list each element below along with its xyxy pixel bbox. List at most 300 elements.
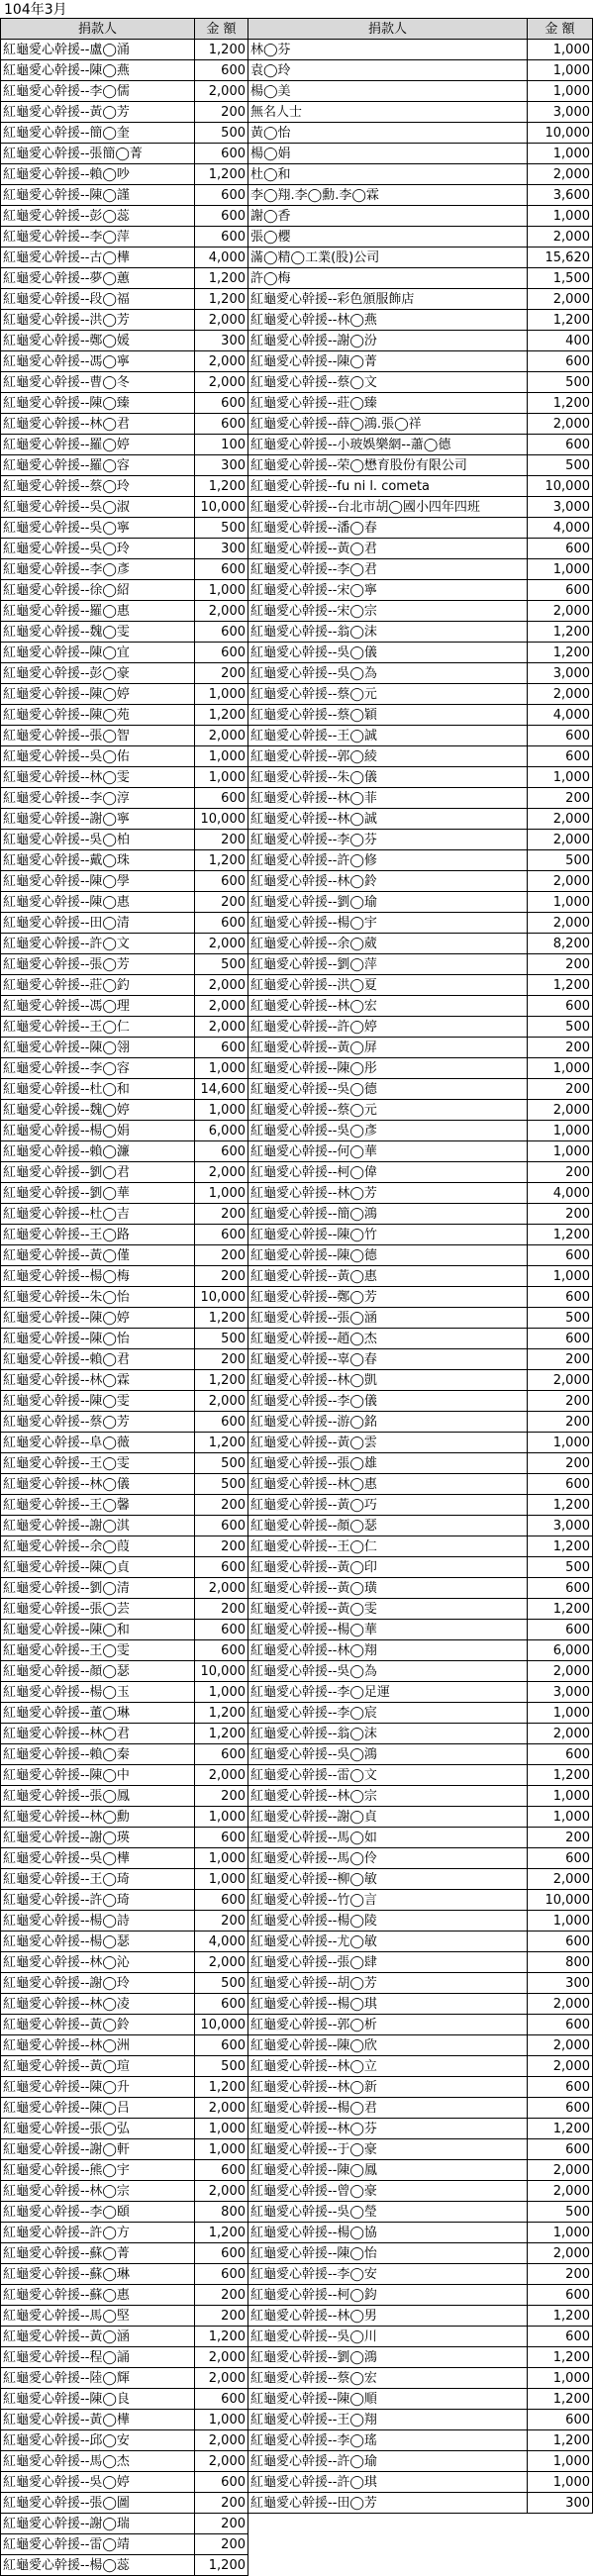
amount-cell: 200 xyxy=(195,1204,248,1225)
table-row xyxy=(1,1349,248,1370)
amount-cell: 600 xyxy=(195,227,248,248)
amount-cell: 600 xyxy=(528,1287,593,1308)
amount-cell: 600 xyxy=(528,1744,593,1765)
donor-name-cell: 紅龜愛心幹援--魏◯雯 xyxy=(1,622,195,643)
donor-name-cell: 紅龜愛心幹援--陳◯和 xyxy=(1,1620,195,1640)
amount-cell: 600 xyxy=(195,1640,248,1661)
donor-name-cell: 紅龜愛心幹援--王◯誠 xyxy=(248,726,528,746)
donor-name-cell: 紅龜愛心幹援--黃◯惠 xyxy=(248,1266,528,1287)
amount-cell: 1,200 xyxy=(195,1703,248,1724)
table-row xyxy=(1,1266,248,1287)
amount-cell: 800 xyxy=(195,2202,248,2223)
table-row xyxy=(1,2285,248,2306)
donor-name-cell: 李◯翔.李◯勳.李◯霖 xyxy=(248,185,528,206)
donor-name-cell: 紅龜愛心幹援--羅◯惠 xyxy=(1,601,195,622)
amount-cell: 600 xyxy=(195,1225,248,1245)
donor-name-cell: 紅龜愛心幹援--李◯君 xyxy=(248,559,528,580)
donor-name-cell: 紅龜愛心幹援--陳◯翎 xyxy=(1,1038,195,1058)
donor-name-cell: 紅龜愛心幹援--王◯仁 xyxy=(248,1536,528,1557)
amount-column-header: 金 額 xyxy=(528,19,593,40)
donor-name-cell: 紅龜愛心幹援--竹◯言 xyxy=(248,1890,528,1911)
donor-name-cell: 紅龜愛心幹援--小玻娛樂網--蕭◯德 xyxy=(248,435,528,455)
amount-cell: 1,200 xyxy=(195,850,248,871)
amount-cell: 1,000 xyxy=(195,1869,248,1890)
donor-name-cell: 紅龜愛心幹援--李◯宸 xyxy=(248,1703,528,1724)
donor-name-cell: 紅龜愛心幹援--吳◯樺 xyxy=(1,1848,195,1869)
amount-cell: 1,200 xyxy=(528,2430,593,2451)
donor-name-cell: 紅龜愛心幹援--何◯華 xyxy=(248,1141,528,1162)
donor-column-header: 捐款人 xyxy=(248,19,528,40)
table-row xyxy=(248,1141,593,1162)
table-row xyxy=(1,1911,248,1932)
amount-cell: 1,000 xyxy=(528,1121,593,1141)
amount-cell: 4,000 xyxy=(528,1183,593,1204)
table-row xyxy=(1,1869,248,1890)
table-row xyxy=(1,788,248,809)
donor-name-cell: 紅龜愛心幹援--王◯雯 xyxy=(1,1453,195,1474)
amount-cell: 600 xyxy=(195,1141,248,1162)
table-row xyxy=(248,2347,593,2368)
table-row xyxy=(1,2534,248,2555)
donor-name-cell: 紅龜愛心幹援--簡◯鴻 xyxy=(248,1204,528,1225)
donor-name-cell: 紅龜愛心幹援--楊◯協 xyxy=(248,2223,528,2243)
donor-name-cell: 紅龜愛心幹援--曾◯豪 xyxy=(248,2181,528,2202)
table-row xyxy=(1,1744,248,1765)
table-row xyxy=(1,1245,248,1266)
donor-name-cell: 紅龜愛心幹援--魏◯婷 xyxy=(1,1100,195,1121)
amount-cell: 2,000 xyxy=(528,2181,593,2202)
donor-name-cell: 紅龜愛心幹援--夢◯蕙 xyxy=(1,268,195,289)
table-row xyxy=(248,1370,593,1391)
amount-cell: 10,000 xyxy=(195,497,248,518)
amount-cell: 600 xyxy=(195,2035,248,2056)
donor-name-cell: 紅龜愛心幹援--黃◯涵 xyxy=(1,2327,195,2347)
table-row xyxy=(248,1017,593,1038)
amount-cell: 200 xyxy=(195,102,248,123)
table-row xyxy=(1,809,248,830)
donor-name-cell: 紅龜愛心幹援--李◯芬 xyxy=(248,830,528,850)
table-row xyxy=(248,2243,593,2264)
table-row xyxy=(1,975,248,996)
table-row xyxy=(1,539,248,559)
donor-name-cell: 紅龜愛心幹援--張簡◯菁 xyxy=(1,144,195,164)
table-row xyxy=(248,2264,593,2285)
donor-name-cell: 紅龜愛心幹援--董◯琳 xyxy=(1,1703,195,1724)
amount-cell: 600 xyxy=(195,871,248,892)
amount-cell: 600 xyxy=(195,2264,248,2285)
donor-name-cell: 紅龜愛心幹援--李◯萍 xyxy=(1,227,195,248)
donor-name-cell: 紅龜愛心幹援--王◯仁 xyxy=(1,1017,195,1038)
donor-name-cell: 紅龜愛心幹援--陳◯德 xyxy=(248,1245,528,1266)
amount-cell: 1,200 xyxy=(528,2306,593,2327)
donor-name-cell: 紅龜愛心幹援--于◯豪 xyxy=(248,2139,528,2160)
amount-cell: 600 xyxy=(528,1245,593,1266)
table-row xyxy=(1,1557,248,1578)
table-row xyxy=(248,1204,593,1225)
amount-cell: 6,000 xyxy=(528,1640,593,1661)
donor-name-cell: 紅龜愛心幹援--張◯肆 xyxy=(248,1952,528,1973)
amount-cell: 2,000 xyxy=(195,2181,248,2202)
amount-cell: 1,000 xyxy=(195,2119,248,2139)
amount-cell: 1,000 xyxy=(195,580,248,601)
table-row xyxy=(1,580,248,601)
table-row xyxy=(1,206,248,227)
donor-name-cell: 紅龜愛心幹援--許◯文 xyxy=(1,934,195,954)
amount-cell: 1,000 xyxy=(195,2139,248,2160)
donor-name-cell: 紅龜愛心幹援--謝◯軒 xyxy=(1,2139,195,2160)
table-row xyxy=(1,1474,248,1495)
table-row xyxy=(1,1703,248,1724)
table-row xyxy=(248,1058,593,1079)
amount-cell: 4,000 xyxy=(195,1932,248,1952)
table-row xyxy=(1,2202,248,2223)
table-row xyxy=(248,746,593,767)
amount-cell: 2,000 xyxy=(195,1162,248,1183)
donor-name-cell: 紅龜愛心幹援--蔡◯文 xyxy=(248,372,528,393)
table-row xyxy=(248,1994,593,2015)
table-row xyxy=(1,1807,248,1828)
table-row xyxy=(248,1807,593,1828)
amount-cell: 3,000 xyxy=(528,102,593,123)
donor-name-cell: 紅龜愛心幹援--吳◯婷 xyxy=(1,2472,195,2493)
donor-name-cell: 紅龜愛心幹援--許◯修 xyxy=(248,850,528,871)
table-row xyxy=(248,1869,593,1890)
donor-name-cell: 紅龜愛心幹援--宋◯寧 xyxy=(248,580,528,601)
table-row xyxy=(248,372,593,393)
donor-name-cell: 紅龜愛心幹援--林◯儀 xyxy=(1,1474,195,1495)
donor-name-cell: 紅龜愛心幹援--柳◯敏 xyxy=(248,1869,528,1890)
donor-name-cell: 紅龜愛心幹援--陳◯婷 xyxy=(1,1308,195,1329)
amount-cell: 200 xyxy=(528,2264,593,2285)
table-header-row xyxy=(1,19,248,40)
amount-cell: 200 xyxy=(195,2493,248,2514)
amount-cell: 600 xyxy=(528,1474,593,1495)
table-row xyxy=(248,643,593,663)
donor-name-cell: 紅龜愛心幹援--雷◯靖 xyxy=(1,2534,195,2555)
table-row xyxy=(1,2493,248,2514)
donor-name-cell: 紅龜愛心幹援--荣◯懋育股份有限公司 xyxy=(248,455,528,476)
table-row xyxy=(248,1349,593,1370)
donor-name-cell: 紅龜愛心幹援--陳◯惠 xyxy=(1,892,195,913)
right-donation-table xyxy=(248,18,593,2514)
donor-name-cell: 紅龜愛心幹援--戴◯珠 xyxy=(1,850,195,871)
amount-cell: 500 xyxy=(195,1973,248,1994)
amount-cell: 3,600 xyxy=(528,185,593,206)
amount-cell: 1,200 xyxy=(195,1724,248,1744)
table-row xyxy=(248,40,593,60)
table-row xyxy=(1,850,248,871)
amount-cell: 1,000 xyxy=(195,767,248,788)
donor-name-cell: 紅龜愛心幹援--賴◯秦 xyxy=(1,1744,195,1765)
amount-cell: 2,000 xyxy=(528,414,593,435)
table-row xyxy=(1,2472,248,2493)
donor-name-cell: 紅龜愛心幹援--王◯路 xyxy=(1,1225,195,1245)
table-row xyxy=(248,185,593,206)
amount-cell: 200 xyxy=(528,1412,593,1433)
amount-cell: 500 xyxy=(528,455,593,476)
table-row xyxy=(1,1932,248,1952)
table-row xyxy=(1,2264,248,2285)
table-row xyxy=(248,1391,593,1412)
amount-cell: 2,000 xyxy=(528,2035,593,2056)
table-row xyxy=(1,123,248,144)
amount-cell: 600 xyxy=(195,2160,248,2181)
donor-name-cell: 紅龜愛心幹援--陳◯燕 xyxy=(1,60,195,81)
table-row xyxy=(248,871,593,892)
donor-name-cell: 紅龜愛心幹援--張◯雄 xyxy=(248,1453,528,1474)
amount-cell: 1,200 xyxy=(195,476,248,497)
donor-name-cell: 紅龜愛心幹援--謝◯淇 xyxy=(1,1516,195,1536)
table-row xyxy=(1,455,248,476)
table-row xyxy=(248,1038,593,1058)
amount-cell: 1,200 xyxy=(195,2555,248,2576)
table-row xyxy=(1,2243,248,2264)
amount-cell: 600 xyxy=(195,1994,248,2015)
table-row xyxy=(1,268,248,289)
amount-cell: 1,000 xyxy=(195,1058,248,1079)
amount-cell: 1,200 xyxy=(195,2077,248,2098)
donor-name-cell: 紅龜愛心幹援--林◯霖 xyxy=(1,1370,195,1391)
amount-cell: 200 xyxy=(195,1349,248,1370)
table-row xyxy=(248,289,593,310)
amount-cell: 600 xyxy=(195,1744,248,1765)
table-row xyxy=(248,164,593,185)
amount-cell: 600 xyxy=(195,1038,248,1058)
donor-name-cell: 紅龜愛心幹援--黃◯雯 xyxy=(248,1599,528,1620)
table-row xyxy=(248,2472,593,2493)
table-row xyxy=(248,996,593,1017)
amount-cell: 600 xyxy=(528,996,593,1017)
amount-cell: 1,200 xyxy=(528,1536,593,1557)
amount-cell: 300 xyxy=(195,331,248,351)
amount-cell: 200 xyxy=(528,1828,593,1848)
donor-name-cell: 紅龜愛心幹援--程◯誦 xyxy=(1,2347,195,2368)
table-row xyxy=(248,892,593,913)
donor-name-cell: 紅龜愛心幹援--劉◯華 xyxy=(1,1183,195,1204)
amount-cell: 2,000 xyxy=(528,809,593,830)
donor-name-cell: 紅龜愛心幹援--莊◯釣 xyxy=(1,975,195,996)
table-row xyxy=(248,1516,593,1536)
donor-name-cell: 紅龜愛心幹援--楊◯琪 xyxy=(248,1994,528,2015)
amount-cell: 100 xyxy=(195,435,248,455)
table-row xyxy=(248,2202,593,2223)
amount-cell: 200 xyxy=(528,1038,593,1058)
donor-name-cell: 紅龜愛心幹援--黃◯雲 xyxy=(248,1433,528,1453)
donor-name-cell: 紅龜愛心幹援--林◯菲 xyxy=(248,788,528,809)
donor-name-cell: 紅龜愛心幹援--阜◯薇 xyxy=(1,1433,195,1453)
amount-cell: 200 xyxy=(528,1391,593,1412)
table-row xyxy=(1,1890,248,1911)
donor-name-cell: 紅龜愛心幹援--辜◯春 xyxy=(248,1349,528,1370)
table-row xyxy=(1,2555,248,2576)
donor-name-cell: 紅龜愛心幹援--林◯立 xyxy=(248,2056,528,2077)
donor-name-cell: 紅龜愛心幹援--王◯馨 xyxy=(1,1495,195,1516)
table-row xyxy=(248,268,593,289)
donor-name-cell: 紅龜愛心幹援--蘇◯菁 xyxy=(1,2243,195,2264)
donor-name-cell: 紅龜愛心幹援--賴◯吵 xyxy=(1,164,195,185)
donor-name-cell: 紅龜愛心幹援--翁◯沫 xyxy=(248,1724,528,1744)
table-row xyxy=(248,1765,593,1786)
table-row xyxy=(248,1287,593,1308)
table-row xyxy=(1,435,248,455)
amount-cell: 1,200 xyxy=(528,2389,593,2410)
amount-cell: 2,000 xyxy=(195,1578,248,1599)
amount-cell: 600 xyxy=(528,746,593,767)
donor-name-cell: 紅龜愛心幹援--黃◯芳 xyxy=(1,102,195,123)
amount-cell: 600 xyxy=(195,1412,248,1433)
table-row xyxy=(248,1703,593,1724)
amount-cell: 2,000 xyxy=(528,913,593,934)
donor-name-cell: 紅龜愛心幹援--楊◯梅 xyxy=(1,1266,195,1287)
amount-cell: 600 xyxy=(528,435,593,455)
table-row xyxy=(248,1536,593,1557)
amount-cell: 1,200 xyxy=(528,975,593,996)
amount-cell: 600 xyxy=(195,60,248,81)
amount-cell: 10,000 xyxy=(528,123,593,144)
donor-name-cell: 紅龜愛心幹援--羅◯婷 xyxy=(1,435,195,455)
amount-cell: 14,600 xyxy=(195,1079,248,1100)
table-row xyxy=(248,2368,593,2389)
donor-name-cell: 紅龜愛心幹援--劉◯君 xyxy=(1,1162,195,1183)
donor-name-cell: 紅龜愛心幹援--黃◯君 xyxy=(248,539,528,559)
table-row xyxy=(248,1661,593,1682)
amount-cell: 200 xyxy=(195,1599,248,1620)
amount-cell: 200 xyxy=(195,2306,248,2327)
donor-name-cell: 紅龜愛心幹援--陸◯輝 xyxy=(1,2368,195,2389)
amount-cell: 500 xyxy=(528,1557,593,1578)
table-row xyxy=(1,2327,248,2347)
donor-name-cell: 紅龜愛心幹援--彩色頒服飾店 xyxy=(248,289,528,310)
donor-name-cell: 紅龜愛心幹援--田◯清 xyxy=(1,913,195,934)
donor-name-cell: 紅龜愛心幹援--楊◯君 xyxy=(248,2098,528,2119)
table-row xyxy=(248,1682,593,1703)
table-row xyxy=(1,2347,248,2368)
table-row xyxy=(248,1266,593,1287)
donor-name-cell: 無名人士 xyxy=(248,102,528,123)
table-row xyxy=(248,2056,593,2077)
donor-name-cell: 紅龜愛心幹援--許◯琪 xyxy=(248,2472,528,2493)
amount-cell: 2,000 xyxy=(195,1765,248,1786)
donor-name-cell: 紅龜愛心幹援--李◯儀 xyxy=(248,1391,528,1412)
donor-name-cell: 紅龜愛心幹援--宋◯宗 xyxy=(248,601,528,622)
amount-cell: 200 xyxy=(528,788,593,809)
donor-name-cell: 紅龜愛心幹援--林◯新 xyxy=(248,2077,528,2098)
donor-name-cell: 紅龜愛心幹援--張◯圖 xyxy=(1,2493,195,2514)
donor-name-cell: 紅龜愛心幹援--陳◯苑 xyxy=(1,705,195,726)
donor-name-cell: 紅龜愛心幹援--黃◯瑄 xyxy=(1,2056,195,2077)
donor-name-cell: 紅龜愛心幹援--張◯芳 xyxy=(1,954,195,975)
donor-name-cell: 紅龜愛心幹援--郭◯析 xyxy=(248,2015,528,2035)
amount-cell: 1,200 xyxy=(195,40,248,60)
donor-name-cell: 張◯櫻 xyxy=(248,227,528,248)
donor-name-cell: 紅龜愛心幹援--林◯君 xyxy=(1,414,195,435)
amount-cell: 200 xyxy=(195,2514,248,2534)
table-row xyxy=(1,248,248,268)
donor-name-cell: 紅龜愛心幹援--李◯瑤 xyxy=(248,2430,528,2451)
donor-name-cell: 紅龜愛心幹援--謝◯瑞 xyxy=(1,2514,195,2534)
amount-cell: 600 xyxy=(528,2139,593,2160)
donor-name-cell: 紅龜愛心幹援--陳◯謹 xyxy=(1,185,195,206)
donor-name-cell: 紅龜愛心幹援--洪◯夏 xyxy=(248,975,528,996)
amount-cell: 600 xyxy=(528,1620,593,1640)
table-row xyxy=(1,622,248,643)
donor-name-cell: 紅龜愛心幹援--林◯君 xyxy=(1,1724,195,1744)
donor-name-cell: 紅龜愛心幹援--陳◯貞 xyxy=(1,1557,195,1578)
donor-name-cell: 紅龜愛心幹援--林◯沁 xyxy=(1,1952,195,1973)
donor-name-cell: 紅龜愛心幹援--古◯樺 xyxy=(1,248,195,268)
amount-cell: 600 xyxy=(528,351,593,372)
table-row xyxy=(248,622,593,643)
table-row xyxy=(1,2181,248,2202)
donor-name-cell: 紅龜愛心幹援--吳◯川 xyxy=(248,2327,528,2347)
amount-cell: 1,200 xyxy=(528,2119,593,2139)
table-row xyxy=(248,663,593,684)
donor-name-cell: 紅龜愛心幹援--彭◯蕊 xyxy=(1,206,195,227)
table-row xyxy=(248,393,593,414)
amount-cell: 1,000 xyxy=(528,559,593,580)
donor-name-cell: 紅龜愛心幹援--黃◯巧 xyxy=(248,1495,528,1516)
table-row xyxy=(248,1308,593,1329)
donor-name-cell: 紅龜愛心幹援--陳◯怡 xyxy=(248,2243,528,2264)
table-row xyxy=(1,2368,248,2389)
donor-name-cell: 紅龜愛心幹援--林◯誠 xyxy=(248,809,528,830)
donor-name-cell: 紅龜愛心幹援--簡◯奎 xyxy=(1,123,195,144)
amount-cell: 1,000 xyxy=(195,2410,248,2430)
table-row xyxy=(1,185,248,206)
table-row xyxy=(248,81,593,102)
donor-name-cell: 紅龜愛心幹援--潘◯春 xyxy=(248,518,528,539)
table-row xyxy=(1,1952,248,1973)
donor-name-cell: 紅龜愛心幹援--陳◯良 xyxy=(1,2389,195,2410)
donor-name-cell: 紅龜愛心幹援--朱◯怡 xyxy=(1,1287,195,1308)
donor-name-cell: 紅龜愛心幹援--李◯足運 xyxy=(248,1682,528,1703)
table-row xyxy=(248,2223,593,2243)
donor-name-cell: 紅龜愛心幹援--台北市胡◯國小四年四班 xyxy=(248,497,528,518)
donor-name-cell: 紅龜愛心幹援--羅◯容 xyxy=(1,455,195,476)
table-row xyxy=(1,1848,248,1869)
table-row xyxy=(248,850,593,871)
table-row xyxy=(248,102,593,123)
table-row xyxy=(1,871,248,892)
donor-name-cell: 紅龜愛心幹援--楊◯瑟 xyxy=(1,1932,195,1952)
page-title: 104年3月 xyxy=(4,2,67,18)
amount-cell: 1,200 xyxy=(528,1765,593,1786)
table-row xyxy=(1,1141,248,1162)
amount-cell: 200 xyxy=(195,1266,248,1287)
donor-name-cell: 紅龜愛心幹援--黃◯樺 xyxy=(1,2410,195,2430)
amount-cell: 1,200 xyxy=(195,289,248,310)
donor-name-cell: 紅龜愛心幹援--黃◯鈴 xyxy=(1,2015,195,2035)
donor-name-cell: 紅龜愛心幹援--蘇◯琳 xyxy=(1,2264,195,2285)
donor-name-cell: 紅龜愛心幹援--鄭◯媛 xyxy=(1,331,195,351)
donor-name-cell: 紅龜愛心幹援--賴◯君 xyxy=(1,1349,195,1370)
amount-cell: 1,000 xyxy=(528,2368,593,2389)
table-row xyxy=(248,2119,593,2139)
table-row xyxy=(1,1765,248,1786)
table-row xyxy=(1,830,248,850)
table-row xyxy=(248,705,593,726)
amount-cell: 200 xyxy=(195,892,248,913)
donor-name-cell: 紅龜愛心幹援--黃◯璜 xyxy=(248,1578,528,1599)
amount-cell: 600 xyxy=(195,913,248,934)
table-row xyxy=(248,1329,593,1349)
table-row xyxy=(1,2514,248,2534)
amount-cell: 1,000 xyxy=(528,2472,593,2493)
donor-name-cell: 杜◯和 xyxy=(248,164,528,185)
table-row xyxy=(1,1661,248,1682)
donor-name-cell: 紅龜愛心幹援--謝◯汾 xyxy=(248,331,528,351)
table-row xyxy=(248,1724,593,1744)
